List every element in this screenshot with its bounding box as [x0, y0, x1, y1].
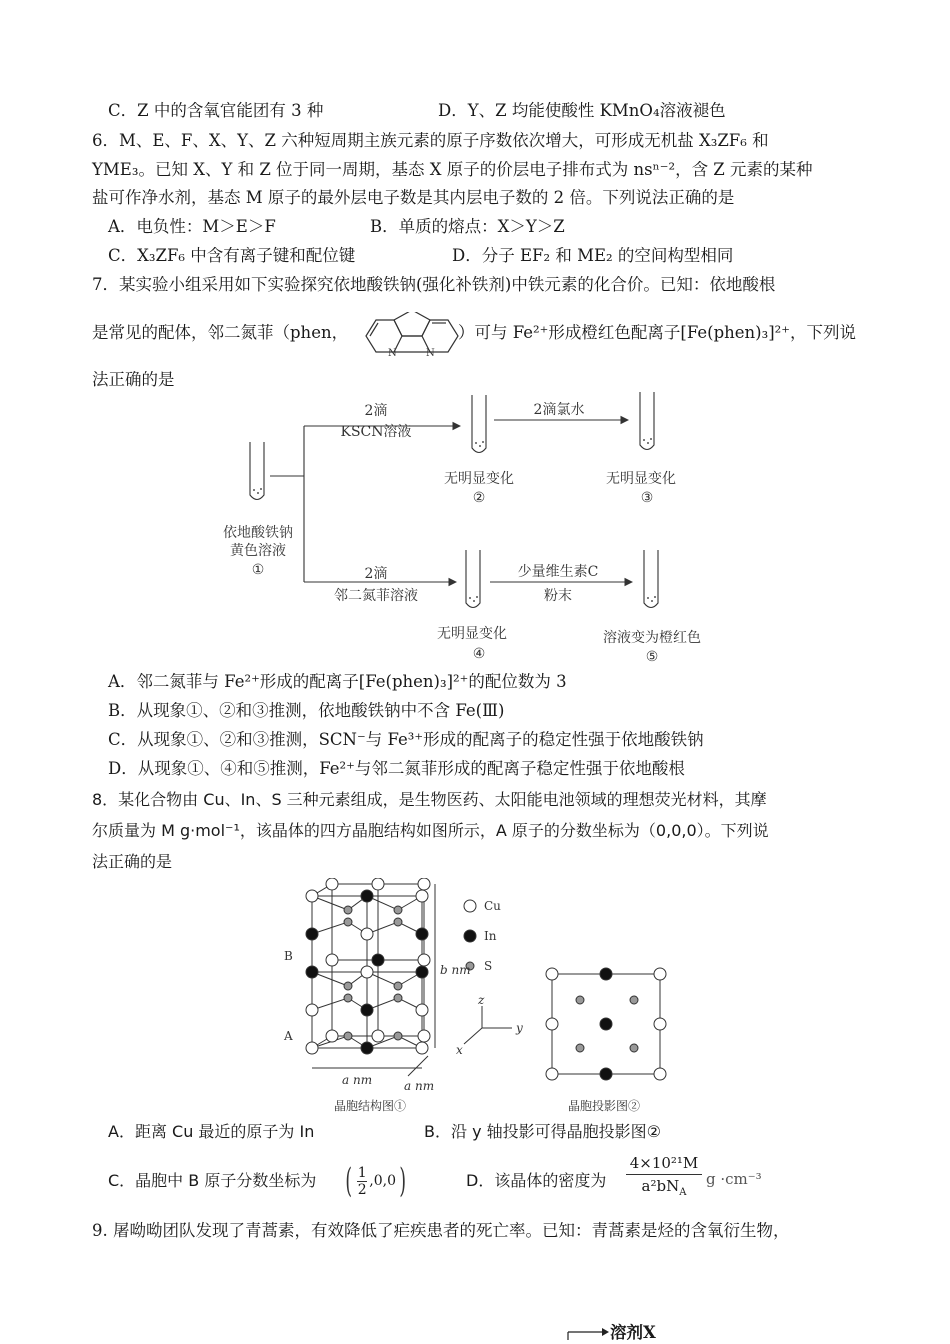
vitc-label-1: 少量维生素C: [517, 564, 599, 580]
tube2-label: 无明显变化: [444, 471, 514, 487]
legend-cu-marker: [464, 900, 476, 912]
tube5-num: ⑤: [645, 649, 659, 665]
caption-structure: 晶胞结构图①: [334, 1099, 407, 1113]
vitc-label-2: 粉末: [544, 588, 572, 604]
q9-arrow: [562, 1318, 612, 1342]
tube4-label: 无明显变化: [437, 626, 507, 642]
atom-b-label: B: [284, 949, 293, 963]
phen-n-right: N: [426, 348, 435, 358]
tube3-label: 无明显变化: [606, 471, 676, 487]
legend-s-label: S: [484, 959, 493, 973]
q6-option-b: B．单质的熔点：X＞Y＞Z: [370, 217, 565, 236]
caption-projection: 晶胞投影图②: [568, 1099, 641, 1113]
tube1-num: ①: [251, 562, 265, 578]
q7-stem-line2b: ）可与 Fe²⁺形成橙红色配离子[Fe(phen)₃]²⁺，下列说: [458, 323, 856, 342]
axis-y-label: y: [516, 1021, 523, 1035]
density-denominator: a²bN: [641, 1177, 680, 1195]
q9-stem-line1: 9. 屠呦呦团队发现了青蒿素，有效降低了疟疾患者的死亡率。已知：青蒿素是烃的含氧衍生物，: [92, 1221, 790, 1240]
density-denominator-sub: A: [679, 1187, 687, 1198]
q7-stem-line1: 7．某实验小组采用如下实验探究依地酸铁钠(强化补铁剂)中铁元素的化合价。已知：依地酸根: [92, 275, 776, 294]
upper-reagent-1: 2滴: [364, 403, 388, 419]
test-tube-5: [644, 550, 658, 608]
upper-reagent-2: KSCN溶液: [340, 424, 412, 440]
q8-option-b: B．沿 y 轴投影可得晶胞投影图②: [424, 1122, 661, 1141]
q6-stem-line3: 盐可作净水剂，基态 M 原子的最外层电子数是其内层电子数的 2 倍。下列说法正确的是: [92, 188, 735, 207]
q8-crystal-figure: [280, 878, 700, 1118]
tube1-label1: 依地酸铁钠: [223, 525, 293, 541]
frac-den: 2: [357, 1181, 367, 1198]
q8-stem-line3: 法正确的是: [92, 852, 173, 871]
q8-option-c-coord: ( 1 2 ,0,0 ): [345, 1161, 406, 1201]
tube1-label2: 黄色溶液: [230, 543, 286, 559]
test-tube-1: [250, 442, 264, 500]
q8-stem-line2: 尔质量为 M g·mol⁻¹，该晶体的四方晶胞结构如图所示，A 原子的分数坐标为（0,0,0）。下列说: [92, 821, 769, 840]
q7-option-c: C．从现象①、②和③推测，SCN⁻与 Fe³⁺形成的配离子的稳定性强于依地酸铁钠: [108, 730, 704, 749]
q7-experiment-diagram: [200, 390, 720, 670]
q5-option-c: C．Z 中的含氧官能团有 3 种: [108, 101, 324, 120]
test-tube-3: [640, 392, 654, 450]
q7-option-d: D．从现象①、④和⑤推测，Fe²⁺与邻二氮菲形成的配离子稳定性强于依地酸根: [108, 759, 685, 778]
q6-stem-line1: 6．M、E、F、X、Y、Z 六种短周期主族元素的原子序数依次增大，可形成无机盐 X₃ZF₆ 和: [92, 131, 769, 150]
lower-reagent-1: 2滴: [364, 566, 388, 582]
q7-option-a: A．邻二氮菲与 Fe²⁺形成的配离子[Fe(phen)₃]²⁺的配位数为 3: [108, 672, 567, 691]
q6-option-c: C．X₃ZF₆ 中含有离子键和配位键: [108, 246, 356, 265]
tube3-num: ③: [640, 490, 654, 506]
q7-option-b: B．从现象①、②和③推测，依地酸铁钠中不含 Fe(Ⅲ): [108, 701, 505, 720]
q8-option-a: A．距离 Cu 最近的原子为 In: [108, 1122, 315, 1141]
phen-n-left: N: [388, 348, 397, 358]
legend-cu-label: Cu: [484, 899, 501, 913]
tube5-label: 溶液变为橙红色: [603, 630, 701, 646]
chlorine-label: 2滴氯水: [533, 402, 585, 418]
density-numerator: 4×10²¹M: [629, 1154, 699, 1172]
q8-option-d: D．该晶体的密度为: [466, 1171, 607, 1190]
legend-in-marker: [464, 930, 476, 942]
test-tube-2: [472, 395, 486, 453]
phenanthroline-structure: [362, 312, 464, 358]
test-tube-4: [466, 550, 480, 608]
q7-stem-line2a: 是常见的配体，邻二氮菲（phen，: [92, 323, 349, 342]
q8-option-d-fraction: [626, 1154, 702, 1198]
atom-a-label: A: [284, 1029, 293, 1043]
q8-density-unit: g ·cm⁻³: [706, 1170, 762, 1188]
tube2-num: ②: [472, 490, 486, 506]
dim-a-label: a nm: [342, 1073, 373, 1087]
legend-in-label: In: [484, 929, 497, 943]
dim-b-label: b nm: [440, 963, 471, 977]
coord-rest: ,0,0: [369, 1173, 396, 1189]
tube4-num: ④: [472, 646, 486, 662]
q7-stem-line3: 法正确的是: [92, 370, 175, 389]
q6-option-a: A．电负性：M＞E＞F: [108, 217, 276, 236]
q5-option-d: D．Y、Z 均能使酸性 KMnO₄溶液褪色: [438, 101, 726, 120]
q6-stem-line2: YME₃。已知 X、Y 和 Z 位于同一周期，基态 X 原子的价层电子排布式为 nsⁿ⁻²，含 Z 元素的某种: [92, 160, 813, 179]
q8-stem-line1: 8．某化合物由 Cu、In、S 三种元素组成，是生物医药、太阳能电池领域的理想荧光材料，其摩: [92, 790, 767, 809]
frac-num: 1: [357, 1164, 367, 1181]
q9-solvent-label: 溶剂X: [610, 1323, 656, 1342]
axis-x-label: x: [456, 1043, 463, 1057]
q8-option-c: C．晶胞中 B 原子分数坐标为: [108, 1171, 317, 1190]
axis-z-label: z: [478, 993, 485, 1007]
q6-option-d: D．分子 EF₂ 和 ME₂ 的空间构型相同: [452, 246, 734, 265]
lower-reagent-2: 邻二氮菲溶液: [334, 588, 418, 604]
dim-a2-label: a nm: [404, 1079, 435, 1093]
